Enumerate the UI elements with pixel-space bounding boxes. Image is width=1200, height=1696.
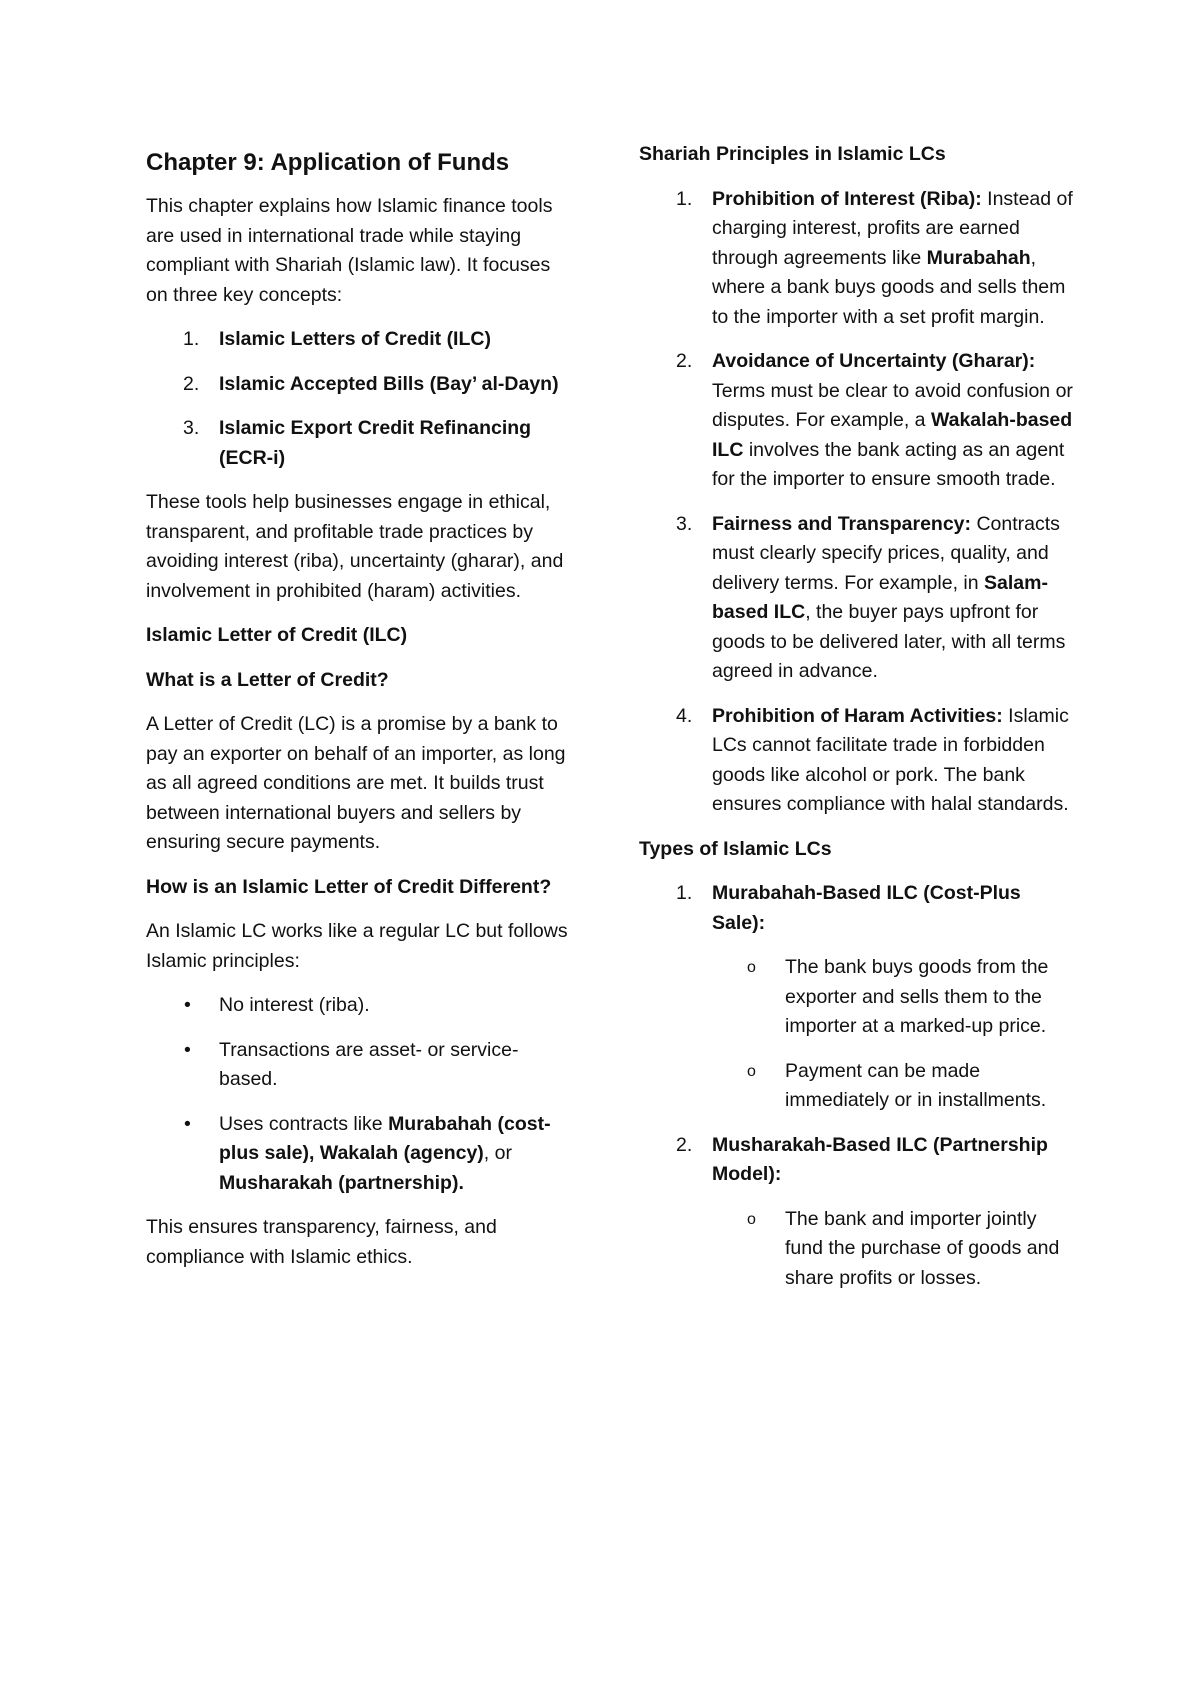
type-title: Murabahah-Based ILC (Cost-Plus Sale): xyxy=(712,882,1021,934)
list-item xyxy=(639,1131,1079,1294)
bullet-text: Uses contracts like xyxy=(219,1112,389,1135)
tools-paragraph: These tools help businesses engage in ethical, transparent, and profitable trade practices by avoiding interest (riba), uncertainty (gharar), and involvement in prohibited (haram) activities. xyxy=(146,491,564,602)
principle-text: , the buyer pays upfront for goods to be delivered later, with all terms agreed in advance. xyxy=(712,601,1066,682)
type-sublist xyxy=(712,1205,1079,1294)
chapter-title: Chapter 9: Application of Funds xyxy=(146,149,510,176)
principle-title: Prohibition of Haram Activities: xyxy=(712,704,1003,727)
bullet-text: . xyxy=(458,1171,464,1194)
list-item xyxy=(146,991,576,1021)
difference-heading: How is an Islamic Letter of Credit Different? xyxy=(146,875,552,898)
types-list xyxy=(639,879,1079,1293)
list-number: 3. xyxy=(183,417,200,439)
concept-text: Islamic Accepted Bills (Bay’ al-Dayn) xyxy=(219,372,559,395)
list-item xyxy=(639,702,1079,820)
concept-text: Islamic Export Credit Refinancing (ECR-i) xyxy=(219,417,532,469)
circle-bullet-icon: o xyxy=(747,1062,756,1080)
sub-item-text: The bank and importer jointly fund the purchase of goods and share profits or losses. xyxy=(785,1207,1060,1289)
bullet-text: Transactions are asset- or service-based. xyxy=(219,1038,519,1090)
bullet-icon: • xyxy=(184,1038,191,1061)
intro-paragraph: This chapter explains how Islamic finance tools are used in international trade while staying compliant with Shariah (Islamic law). It focuses on three key concepts: xyxy=(146,195,553,306)
list-number: 1. xyxy=(676,187,693,210)
list-item xyxy=(146,370,576,400)
sub-list-item xyxy=(712,953,1079,1042)
bullet-bold-text: Murabahah (cost-plus sale), Wakalah (agency) xyxy=(219,1112,551,1164)
lc-answer-paragraph: A Letter of Credit (LC) is a promise by a bank to pay an exporter on behalf of an importer, as long as all agreed conditions are met. It builds trust between international buyers and sellers by ensuring secure payments. xyxy=(146,713,566,853)
principle-bold-text: Salam-based ILC xyxy=(712,571,1048,623)
bullet-icon: • xyxy=(184,1112,191,1135)
left-column xyxy=(146,140,576,1287)
circle-bullet-icon: o xyxy=(747,959,756,976)
shariah-principles-heading: Shariah Principles in Islamic LCs xyxy=(639,143,946,165)
types-heading: Types of Islamic LCs xyxy=(639,837,832,860)
list-item xyxy=(639,185,1079,333)
ilc-heading: Islamic Letter of Credit (ILC) xyxy=(146,624,408,646)
principle-title: Prohibition of Interest (Riba): xyxy=(712,187,982,210)
list-item xyxy=(639,347,1079,495)
circle-bullet-icon: o xyxy=(747,1210,756,1228)
concept-text: Islamic Letters of Credit (ILC) xyxy=(219,328,491,350)
list-number: 1. xyxy=(183,328,200,350)
list-number: 2. xyxy=(676,350,693,372)
principle-text: , where a bank buys goods and sells them to the importer with a set profit margin. xyxy=(712,246,1066,328)
bullet-icon: • xyxy=(184,994,191,1016)
sub-list-item xyxy=(712,1057,1079,1116)
shariah-principles-list xyxy=(639,185,1079,820)
list-number: 2. xyxy=(183,372,200,395)
type-sublist xyxy=(712,953,1079,1116)
list-item xyxy=(639,879,1079,1116)
lc-question-heading: What is a Letter of Credit? xyxy=(146,668,389,691)
bullet-text: No interest (riba). xyxy=(219,994,370,1016)
principle-text: involves the bank acting as an agent for the importer to ensure smooth trade. xyxy=(712,438,1065,490)
principles-bullets xyxy=(146,991,576,1198)
list-number: 3. xyxy=(676,512,693,535)
list-item xyxy=(639,510,1079,687)
concepts-list xyxy=(146,325,576,473)
principle-bold-text: Murabahah xyxy=(926,246,1031,269)
sub-item-text: The bank buys goods from the exporter and sells them to the importer at a marked-up price. xyxy=(785,956,1049,1037)
difference-intro: An Islamic LC works like a regular LC but follows Islamic principles: xyxy=(146,920,568,972)
principle-text: Instead of charging interest, profits are earned through agreements like xyxy=(712,187,1073,269)
sub-list-item xyxy=(712,1205,1079,1294)
principle-title: Avoidance of Uncertainty (Gharar): xyxy=(712,350,1036,372)
bullet-text: , or xyxy=(483,1142,512,1164)
list-number: 4. xyxy=(676,704,693,727)
type-title: Musharakah-Based ILC (Partnership Model): xyxy=(712,1133,1048,1185)
principle-text: Terms must be clear to avoid confusion or disputes. For example, a xyxy=(712,379,1073,431)
principle-text: Contracts must clearly specify prices, quality, and delivery terms. For example, in xyxy=(712,512,1060,594)
list-item xyxy=(146,1036,576,1095)
closing-paragraph: This ensures transparency, fairness, and compliance with Islamic ethics. xyxy=(146,1216,497,1268)
principle-bold-text: Wakalah-based ILC xyxy=(712,409,1073,461)
list-item xyxy=(146,325,576,355)
bullet-bold-text: Musharakah (partnership) xyxy=(219,1171,459,1194)
right-column xyxy=(639,140,1079,1308)
list-number: 1. xyxy=(676,882,693,904)
list-item xyxy=(146,1110,576,1199)
principle-title: Fairness and Transparency: xyxy=(712,512,972,535)
principle-text: Islamic LCs cannot facilitate trade in forbidden goods like alcohol or pork. The bank ensures compliance with halal standards. xyxy=(712,704,1069,815)
list-item xyxy=(146,414,576,473)
sub-item-text: Payment can be made immediately or in installments. xyxy=(785,1059,1047,1111)
list-number: 2. xyxy=(676,1133,693,1156)
